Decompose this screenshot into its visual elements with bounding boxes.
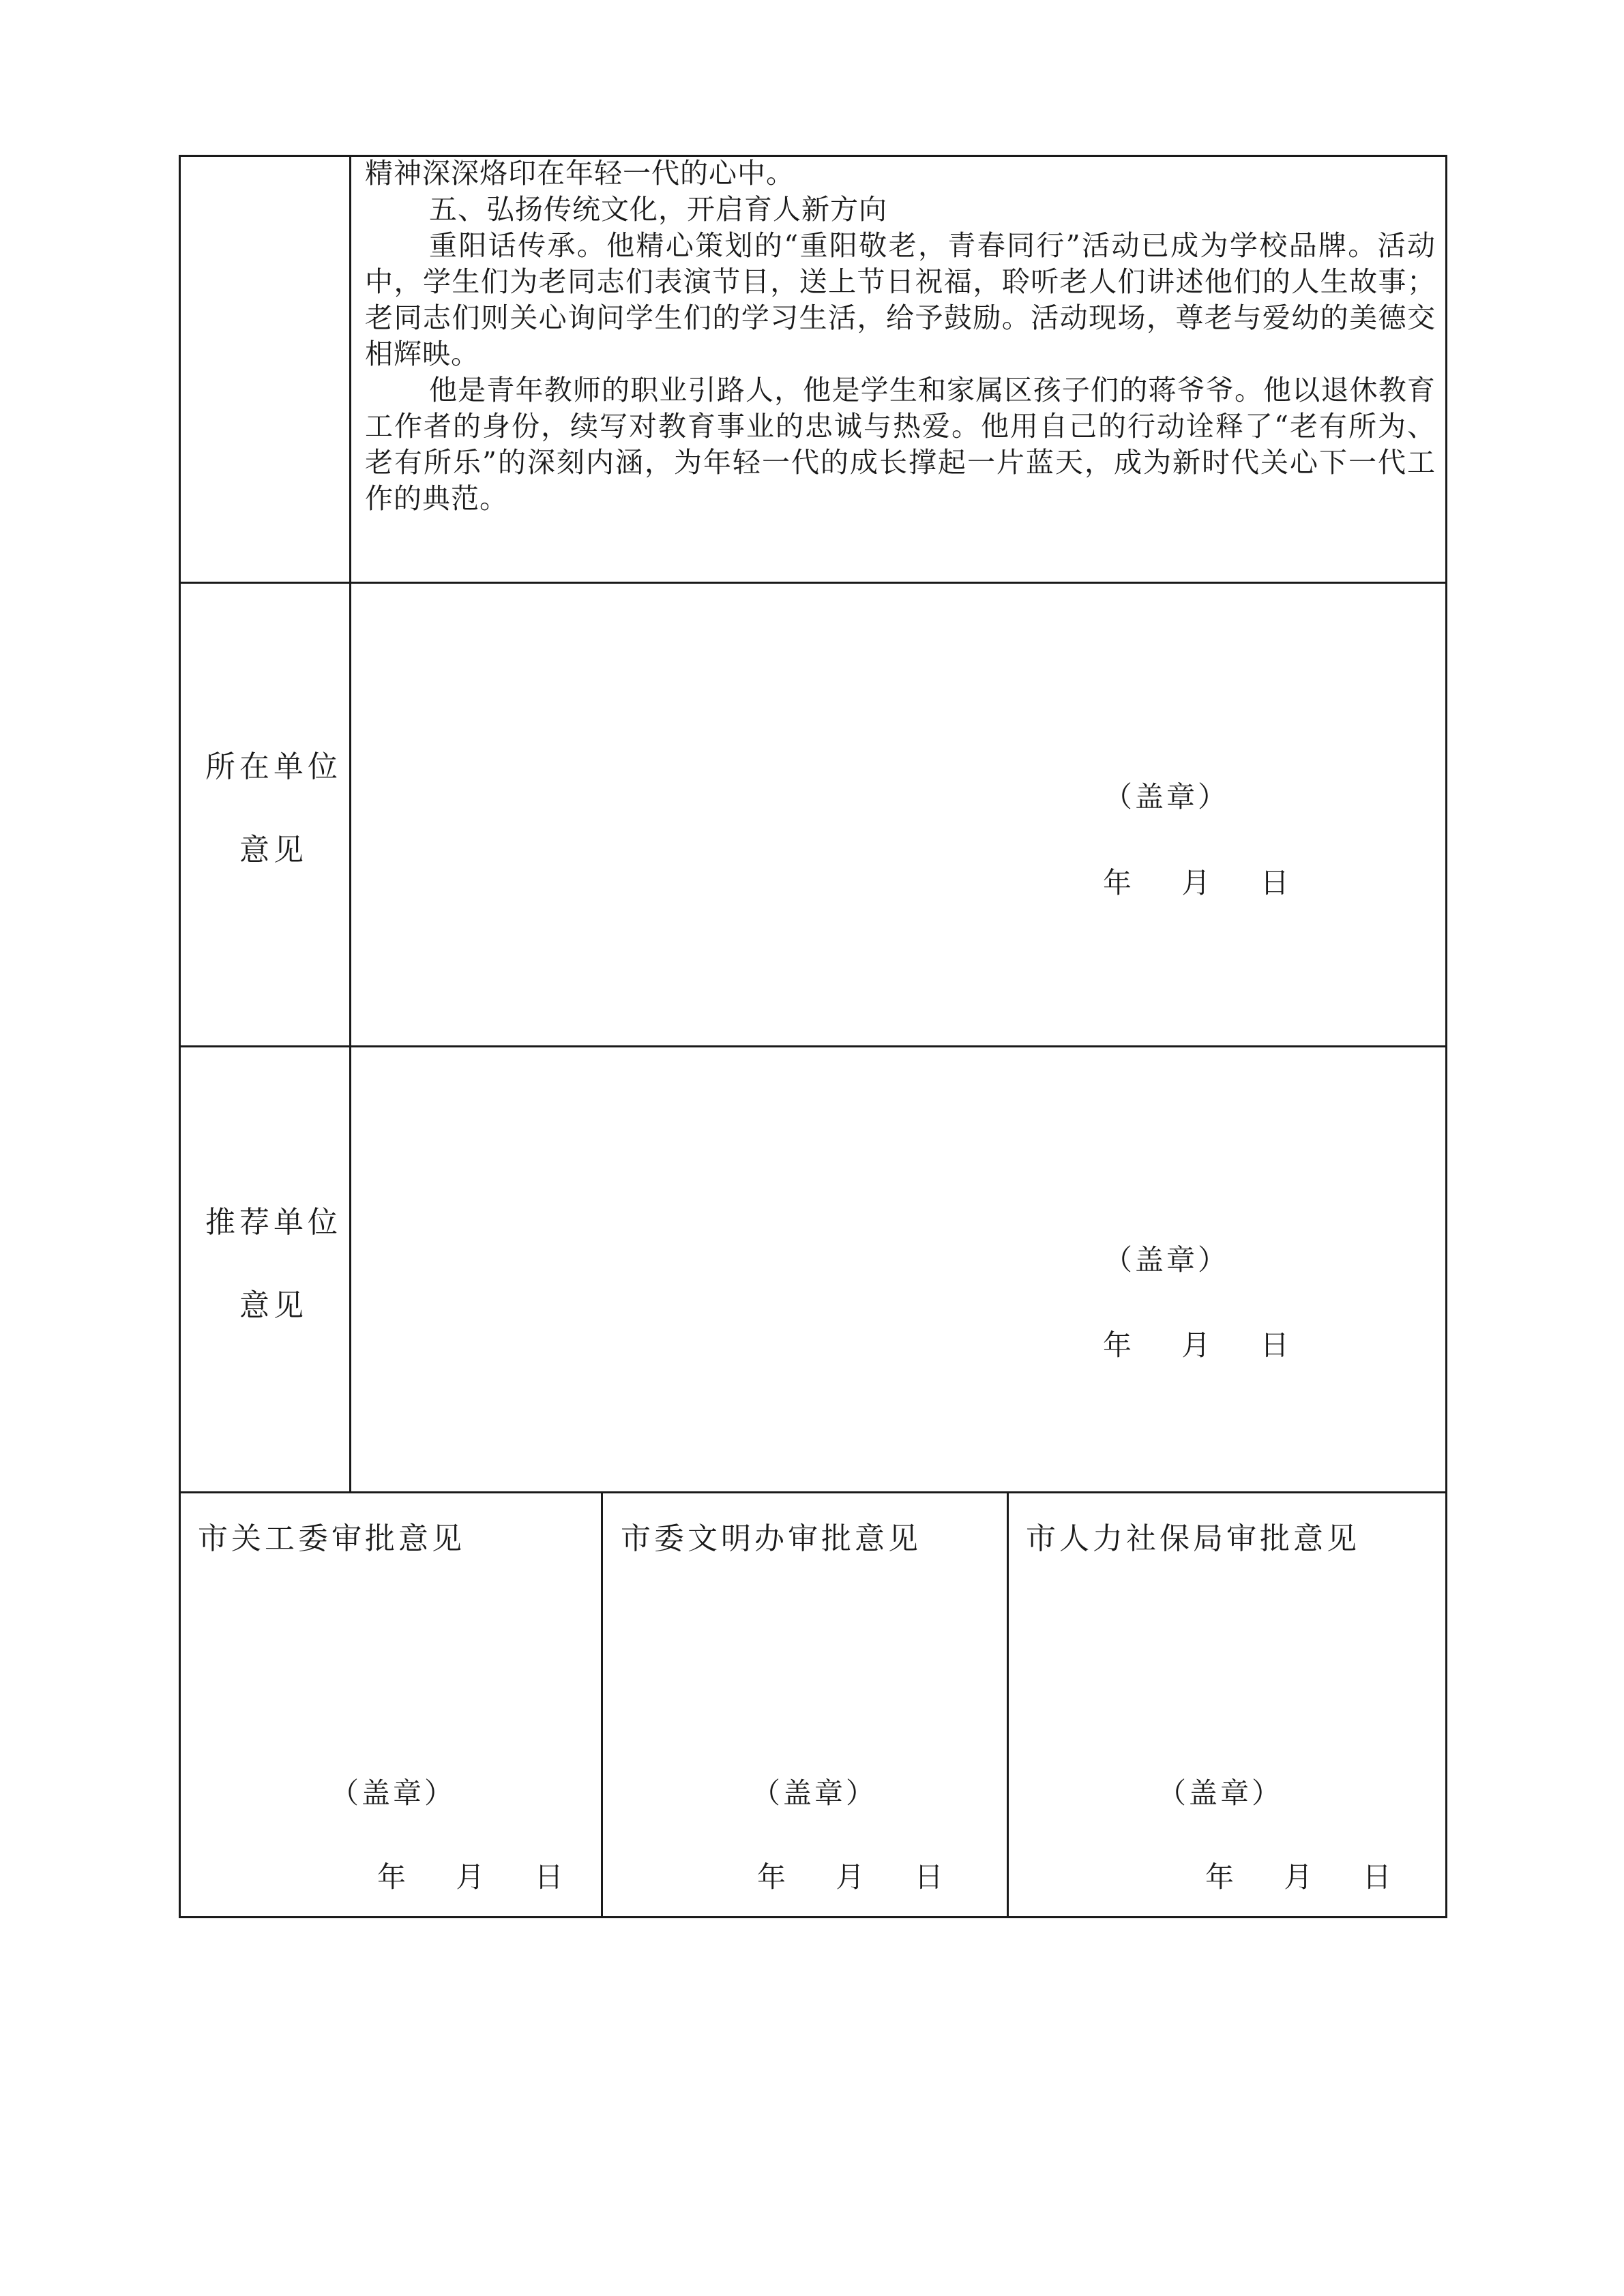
approval-seal-city-care-committee: （盖章）: [330, 1776, 456, 1810]
unit-opinion-date: 年 月 日: [1103, 866, 1292, 899]
approval-date-civilization-office: 年 月 日: [757, 1860, 946, 1894]
unit-opinion-label: [181, 747, 366, 871]
paragraph: 重阳话传承。他精心策划的“重阳敬老，青春同行”活动已成为学校品牌。活动中，学生们为老同志们表演节目，送上节日祝福，聆听老人们讲述他们的人生故事；老同志们则关心询问学生们的学习生活，给予鼓励。活动现场，尊老与爱幼的美德交相辉映。: [365, 229, 1436, 370]
unit-opinion-label-line1: 所在单位: [205, 749, 342, 784]
approval-seal-hr-social-security: （盖章）: [1157, 1776, 1284, 1810]
recommend-opinion-label-line2: 意见: [239, 1288, 308, 1323]
recommend-opinion-label: [181, 1202, 366, 1326]
deeds-text-cell: [365, 155, 1436, 578]
row-divider-1: [179, 582, 1447, 584]
section-heading: 五、弘扬传统文化，开启育人新方向: [429, 193, 887, 226]
approval-title-civilization-office: 市委文明办审批意见: [621, 1521, 921, 1556]
approval-date-hr-social-security: 年 月 日: [1205, 1860, 1394, 1894]
approval-title-hr-social-security: 市人力社保局审批意见: [1026, 1521, 1360, 1556]
recommend-opinion-seal: （盖章）: [1104, 1243, 1230, 1277]
paragraph: 他是青年教师的职业引路人，他是学生和家属区孩子们的蒋爷爷。他以退休教育工作者的身份，续写对教育事业的忠诚与热爱。他用自己的行动诠释了“老有所为、老有所乐”的深刻内涵，为年轻一代的成长撑起一片蓝天，成为新时代关心下一代工作的典范。: [365, 374, 1436, 515]
unit-opinion-seal: （盖章）: [1104, 780, 1230, 814]
paragraph-continuation: 精神深深烙印在年轻一代的心中。: [365, 157, 795, 190]
row-divider-2: [179, 1045, 1447, 1047]
row-divider-3: [179, 1491, 1447, 1493]
approval-title-city-care-committee: 市关工委审批意见: [198, 1521, 465, 1556]
unit-opinion-label-line2: 意见: [239, 833, 308, 867]
approval-divider-2: [1007, 1491, 1009, 1918]
approval-date-city-care-committee: 年 月 日: [377, 1860, 566, 1894]
approval-divider-1: [601, 1491, 603, 1918]
approval-seal-civilization-office: （盖章）: [752, 1776, 878, 1810]
recommend-opinion-date: 年 月 日: [1103, 1328, 1292, 1362]
recommend-opinion-label-line1: 推荐单位: [205, 1205, 342, 1240]
